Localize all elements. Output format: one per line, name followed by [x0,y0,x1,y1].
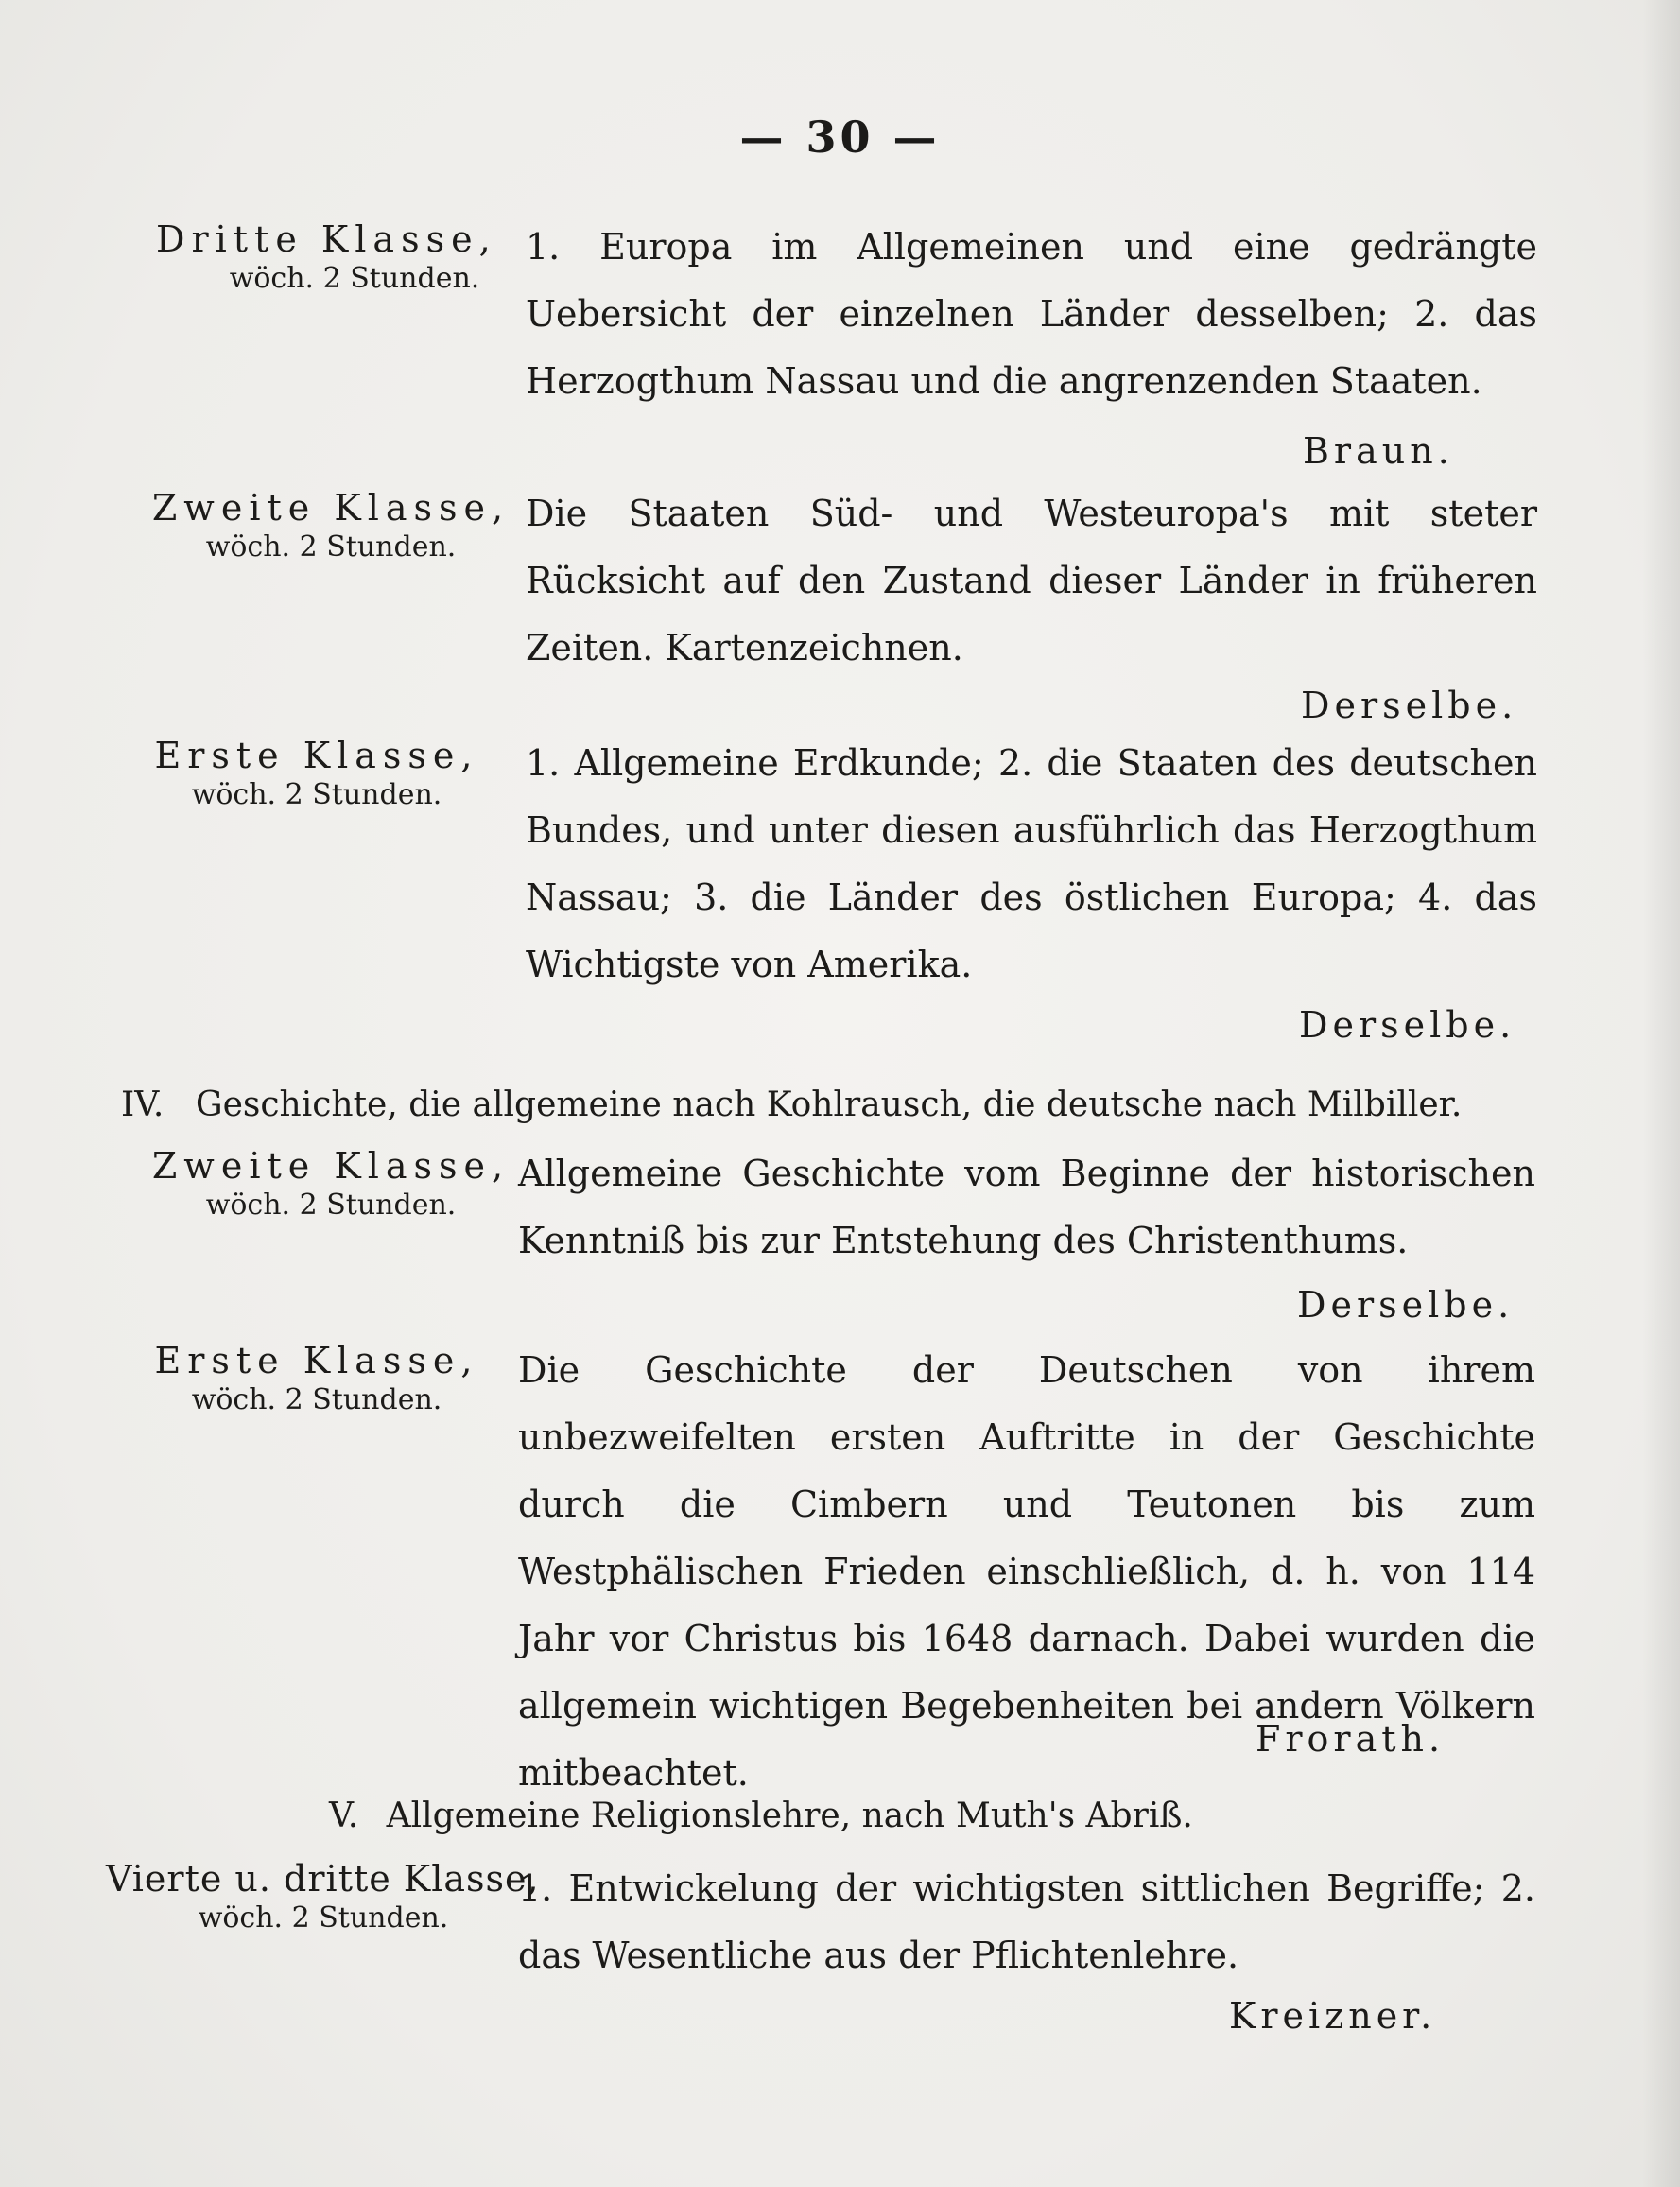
class-label [118,1341,515,1418]
class-hours: wöch. 2 Stunden. [205,530,457,564]
class-name: Zweite Klasse, [151,487,511,529]
teacher-name: Derselbe. [1297,1284,1515,1326]
heading-iv [121,1085,1462,1124]
class-name: Erste Klasse, [154,735,479,776]
class-name: Erste Klasse, [154,1340,479,1381]
class-label [132,488,529,565]
class-hours: wöch. 2 Stunden. [229,262,480,295]
teacher-name: Derselbe. [1299,1004,1516,1046]
section-content: 1. Europa im Allgemeinen und eine gedrängte Uebersicht der einzelnen Länder desselben; 2. das Herzogthum Nassau und die angrenzenden Staaten. [526,226,1537,402]
class-hours: wöch. 2 Stunden. [191,1383,442,1416]
heading-text: Geschichte, die allgemeine nach Kohlrausch, die deutsche nach Milbiller. [195,1085,1463,1124]
class-hours: wöch. 2 Stunden. [198,1901,449,1935]
class-hours: wöch. 2 Stunden. [191,778,442,811]
page-number: — 30 — [739,112,941,163]
class-label [132,1146,529,1224]
heading-numeral: IV. [121,1085,165,1124]
class-label [137,219,534,297]
class-name: Vierte u. dritte Klasse, [106,1858,540,1900]
heading-text: Allgemeine Religionslehre, nach Muth's Abriß. [386,1796,1193,1835]
class-name: Zweite Klasse, [151,1145,511,1187]
section-content: Die Geschichte der Deutschen von ihrem unbezweifelten ersten Auftritte in der Geschichte durch die Cimbern und Teutonen bis zum Westphälischen Frieden einschließlich, d. h. von 114 Jahr vor Christus bis 1648 darnach. Dabei wurden die allgemein wichtigen Begebenheiten bei andern Völkern mitbeachtet. [518,1349,1535,1794]
page-edge-shadow [1642,0,1680,2187]
teacher-name: Frorath. [1256,1718,1446,1760]
section-content: 1. Allgemeine Erdkunde; 2. die Staaten des deutschen Bundes, und unter diesen ausführlich das Herzogthum Nassau; 3. die Länder des östlichen Europa; 4. das Wichtigste von Amerika. [526,742,1537,985]
teacher-name: Braun. [1303,430,1454,472]
section-content: Die Staaten Süd- und Westeuropa's mit steter Rücksicht auf den Zustand dieser Länder in früheren Zeiten. Kartenzeichnen. [526,493,1537,668]
class-label [106,1859,541,1936]
teacher-name: Kreizner. [1229,1995,1437,2037]
teacher-name: Derselbe. [1301,685,1518,726]
heading-numeral: V. [329,1796,359,1835]
class-name: Dritte Klasse, [156,218,497,260]
section-content: Allgemeine Geschichte vom Beginne der historischen Kenntniß bis zur Entstehung des Christenthums. [518,1153,1535,1261]
class-hours: wöch. 2 Stunden. [205,1189,457,1222]
class-label [118,736,515,813]
section-content: 1. Entwickelung der wichtigsten sittlichen Begriffe; 2. das Wesentliche aus der Pflichtenlehre. [518,1867,1535,1976]
heading-v [329,1796,1193,1835]
